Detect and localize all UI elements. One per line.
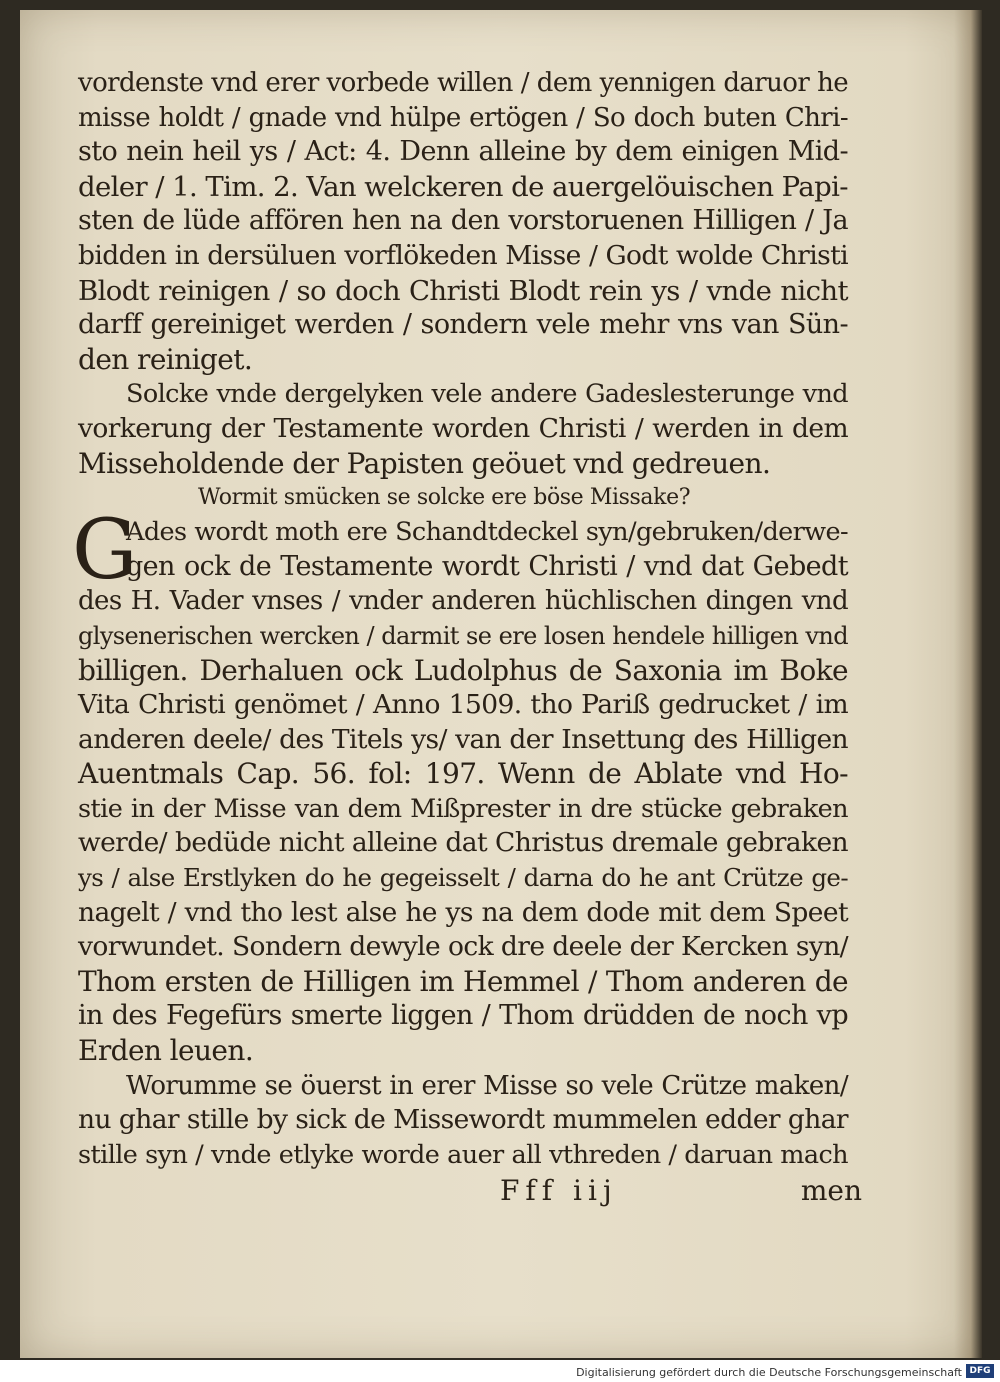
text-line: deler / 1. Tim. 2. Van welckeren de auergelöuischen Papi- <box>78 170 848 203</box>
text-line: den reiniget. <box>78 342 253 376</box>
text-line: des H. Vader vnses / vnder anderen hüchlischen dingen vnd <box>78 586 848 617</box>
dfg-credit: Digitalisierung gefördert durch die Deutsche Forschungsgemeinschaft <box>576 1366 962 1379</box>
text-line: Ades wordt moth ere Schandtdeckel syn/gebruken/derwe- <box>126 517 848 548</box>
page-footer <box>78 1174 862 1214</box>
text-line: Erden leuen. <box>78 1034 254 1068</box>
page-text <box>72 66 862 1214</box>
text-line: Worumme se öuerst in erer Misse so vele Crütze maken/ <box>126 1070 848 1101</box>
signature-mark: Fff iij <box>500 1174 618 1208</box>
text-line: bidden in dersüluen vorflökeden Misse / Godt wolde Christi <box>78 239 848 271</box>
text-line: sto nein heil ys / Act: 4. Denn alleine by dem einigen Mid- <box>78 136 848 168</box>
text-line: Blodt reinigen / so doch Christi Blodt rein ys / vnde nicht <box>78 274 848 307</box>
text-line: glysenerischen wercken / darmit se ere losen hendele hilligen vnd <box>78 621 848 650</box>
text-line: werde/ bedüde nicht alleine dat Christus dremale gebraken <box>78 827 848 859</box>
text-line: stie in der Misse van dem Mißprester in dre stücke gebraken <box>78 793 848 824</box>
text-line: gen ock de Testamente wordt Christi / vnd dat Gebedt <box>126 550 848 582</box>
dfg-logo-icon: DFG <box>966 1364 994 1378</box>
text-line: vorkerung der Testamente worden Christi / werden in dem <box>78 412 848 444</box>
text-line: Solcke vnde dergelyken vele andere Gadeslesterunge vnd <box>126 379 848 410</box>
text-line: vordenste vnd erer vorbede willen / dem yennigen daruor he <box>78 68 848 98</box>
catchword: men <box>800 1174 862 1208</box>
paragraph-4 <box>78 1069 848 1173</box>
drop-cap: G <box>72 503 138 599</box>
text-line: Thom ersten de Hilligen im Hemmel / Thom anderen de <box>78 964 848 998</box>
paragraph-3 <box>72 503 848 1069</box>
text-line: vorwundet. Sondern dewyle ock dre deele der Kercken syn/ <box>78 931 848 963</box>
text-line: stille syn / vnde etlyke worde auer all vthreden / daruan mach <box>78 1139 848 1170</box>
text-line: misse holdt / gnade vnd hülpe ertögen / So doch buten Chri- <box>78 102 848 133</box>
text-line: anderen deele/ des Titels ys/ van der Insettung des Hilligen <box>78 723 848 755</box>
text-line: ys / alse Erstlyken do he gegeisselt / darna do he ant Crütze ge- <box>78 863 848 893</box>
text-line: Misseholdende der Papisten geöuet vnd gedreuen. <box>78 446 771 480</box>
text-line: Vita Christi genömet / Anno 1509. tho Pariß gedrucket / im <box>78 689 848 721</box>
text-line: sten de lüde affören hen na den vorstoruenen Hilligen / Ja <box>78 205 848 237</box>
page-edge-shadow <box>954 10 982 1358</box>
text-line: nagelt / vnd tho lest alse he ys na dem dode mit dem Speet <box>78 896 848 928</box>
section-heading: Wormit smücken se solcke ere böse Missake? <box>198 485 691 511</box>
text-line: Auentmals Cap. 56. fol: 197. Wenn de Ablate vnd Ho- <box>78 757 848 791</box>
paragraph-2 <box>78 377 848 481</box>
text-line: in des Fegefürs smerte liggen / Thom drüdden de noch vp <box>78 1000 848 1032</box>
book-page <box>20 10 982 1358</box>
text-line: billigen. Derhaluen ock Ludolphus de Saxonia im Boke <box>78 653 848 687</box>
text-line: darff gereiniget werden / sondern vele mehr vns van Sün- <box>78 309 848 341</box>
paragraph-1 <box>78 66 848 377</box>
text-line: nu ghar stille by sick de Missewordt mummelen edder ghar <box>78 1104 848 1136</box>
